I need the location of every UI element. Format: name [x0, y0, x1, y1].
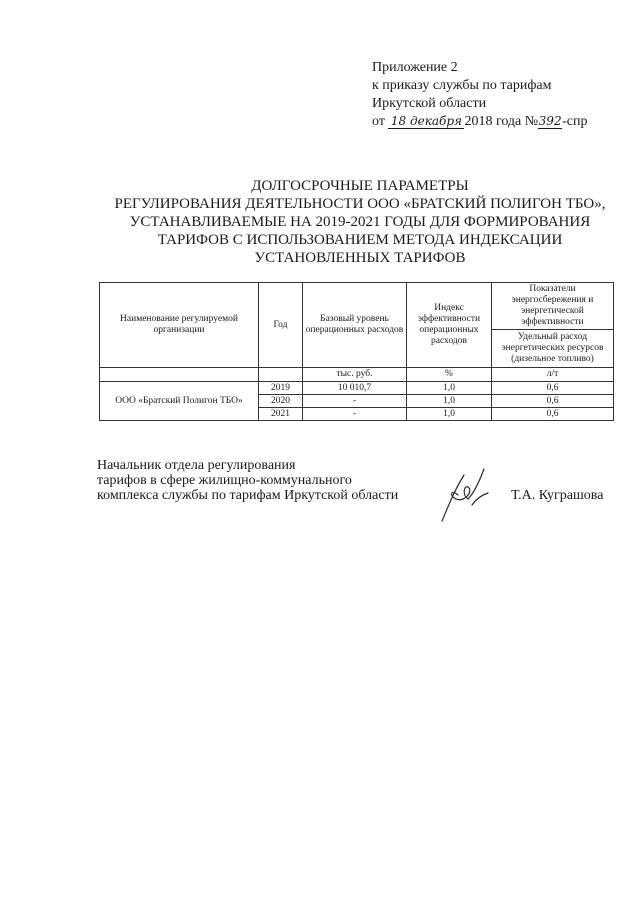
unit-base: тыс. руб.: [303, 368, 407, 382]
appendix-line-2: к приказу службы по тарифам: [372, 78, 552, 93]
title-line-2: РЕГУЛИРОВАНИЯ ДЕЯТЕЛЬНОСТИ ООО «БРАТСКИЙ ПОЛИГОН ТБО»,: [114, 196, 606, 212]
handwritten-date: 18 декабря: [388, 114, 464, 129]
row-year: 2020: [259, 395, 303, 408]
signer-name: Т.А. Куграшова: [511, 488, 604, 503]
handwritten-order-number: 392: [538, 114, 562, 128]
signature-block: [97, 458, 398, 503]
position-line-3: комплекса службы по тарифам Иркутской области: [97, 488, 399, 503]
row-energy: 0,6: [492, 382, 614, 395]
date-suffix: 2018 года №: [464, 114, 539, 129]
date-prefix: от: [372, 114, 385, 129]
header-year: Год: [259, 283, 303, 368]
row-base: 10 010,7: [303, 382, 407, 395]
organization-name: ООО «Братский Полигон ТБО»: [100, 382, 259, 421]
row-energy: 0,6: [492, 395, 614, 408]
row-base: -: [303, 395, 407, 408]
header-energy-sub: Удельный расход энергетических ресурсов (дизельное топливо): [492, 330, 614, 368]
appendix-date-line: [372, 113, 588, 131]
header-base-level: Базовый уровень операционных расходов: [303, 283, 407, 368]
row-energy: 0,6: [492, 408, 614, 421]
header-energy-group: Показатели энергосбережения и энергетической эффективности: [492, 283, 614, 330]
row-index: 1,0: [407, 408, 492, 421]
header-efficiency-index: Индекс эффективности операционных расходов: [407, 283, 492, 368]
appendix-block: [372, 59, 588, 131]
row-index: 1,0: [407, 382, 492, 395]
table-row: [100, 382, 614, 395]
title-line-1: ДОЛГОСРОЧНЫЕ ПАРАМЕТРЫ: [251, 178, 469, 194]
position-line-1: Начальник отдела регулирования: [97, 458, 296, 473]
title-line-5: УСТАНОВЛЕННЫХ ТАРИФОВ: [254, 250, 466, 266]
handwritten-signature-icon: [428, 465, 498, 523]
row-base: -: [303, 408, 407, 421]
units-empty-year: [259, 368, 303, 382]
row-index: 1,0: [407, 395, 492, 408]
appendix-line-1: Приложение 2: [372, 60, 458, 75]
title-line-3: УСТАНАВЛИВАЕМЫЕ НА 2019-2021 ГОДЫ ДЛЯ ФОРМИРОВАНИЯ: [129, 214, 591, 230]
header-organization: Наименование регулируемой организации: [100, 283, 259, 368]
position-line-2: тарифов в сфере жилищно-коммунального: [97, 473, 352, 488]
title-line-4: ТАРИФОВ С ИСПОЛЬЗОВАНИЕМ МЕТОДА ИНДЕКСАЦИИ: [157, 232, 563, 248]
appendix-line-3: Иркутской области: [372, 96, 487, 111]
number-suffix: -спр: [562, 114, 588, 129]
row-year: 2021: [259, 408, 303, 421]
unit-index: %: [407, 368, 492, 382]
row-year: 2019: [259, 382, 303, 395]
parameters-table: [99, 282, 614, 421]
document-title: [100, 177, 620, 267]
units-empty-org: [100, 368, 259, 382]
unit-energy: л/т: [492, 368, 614, 382]
